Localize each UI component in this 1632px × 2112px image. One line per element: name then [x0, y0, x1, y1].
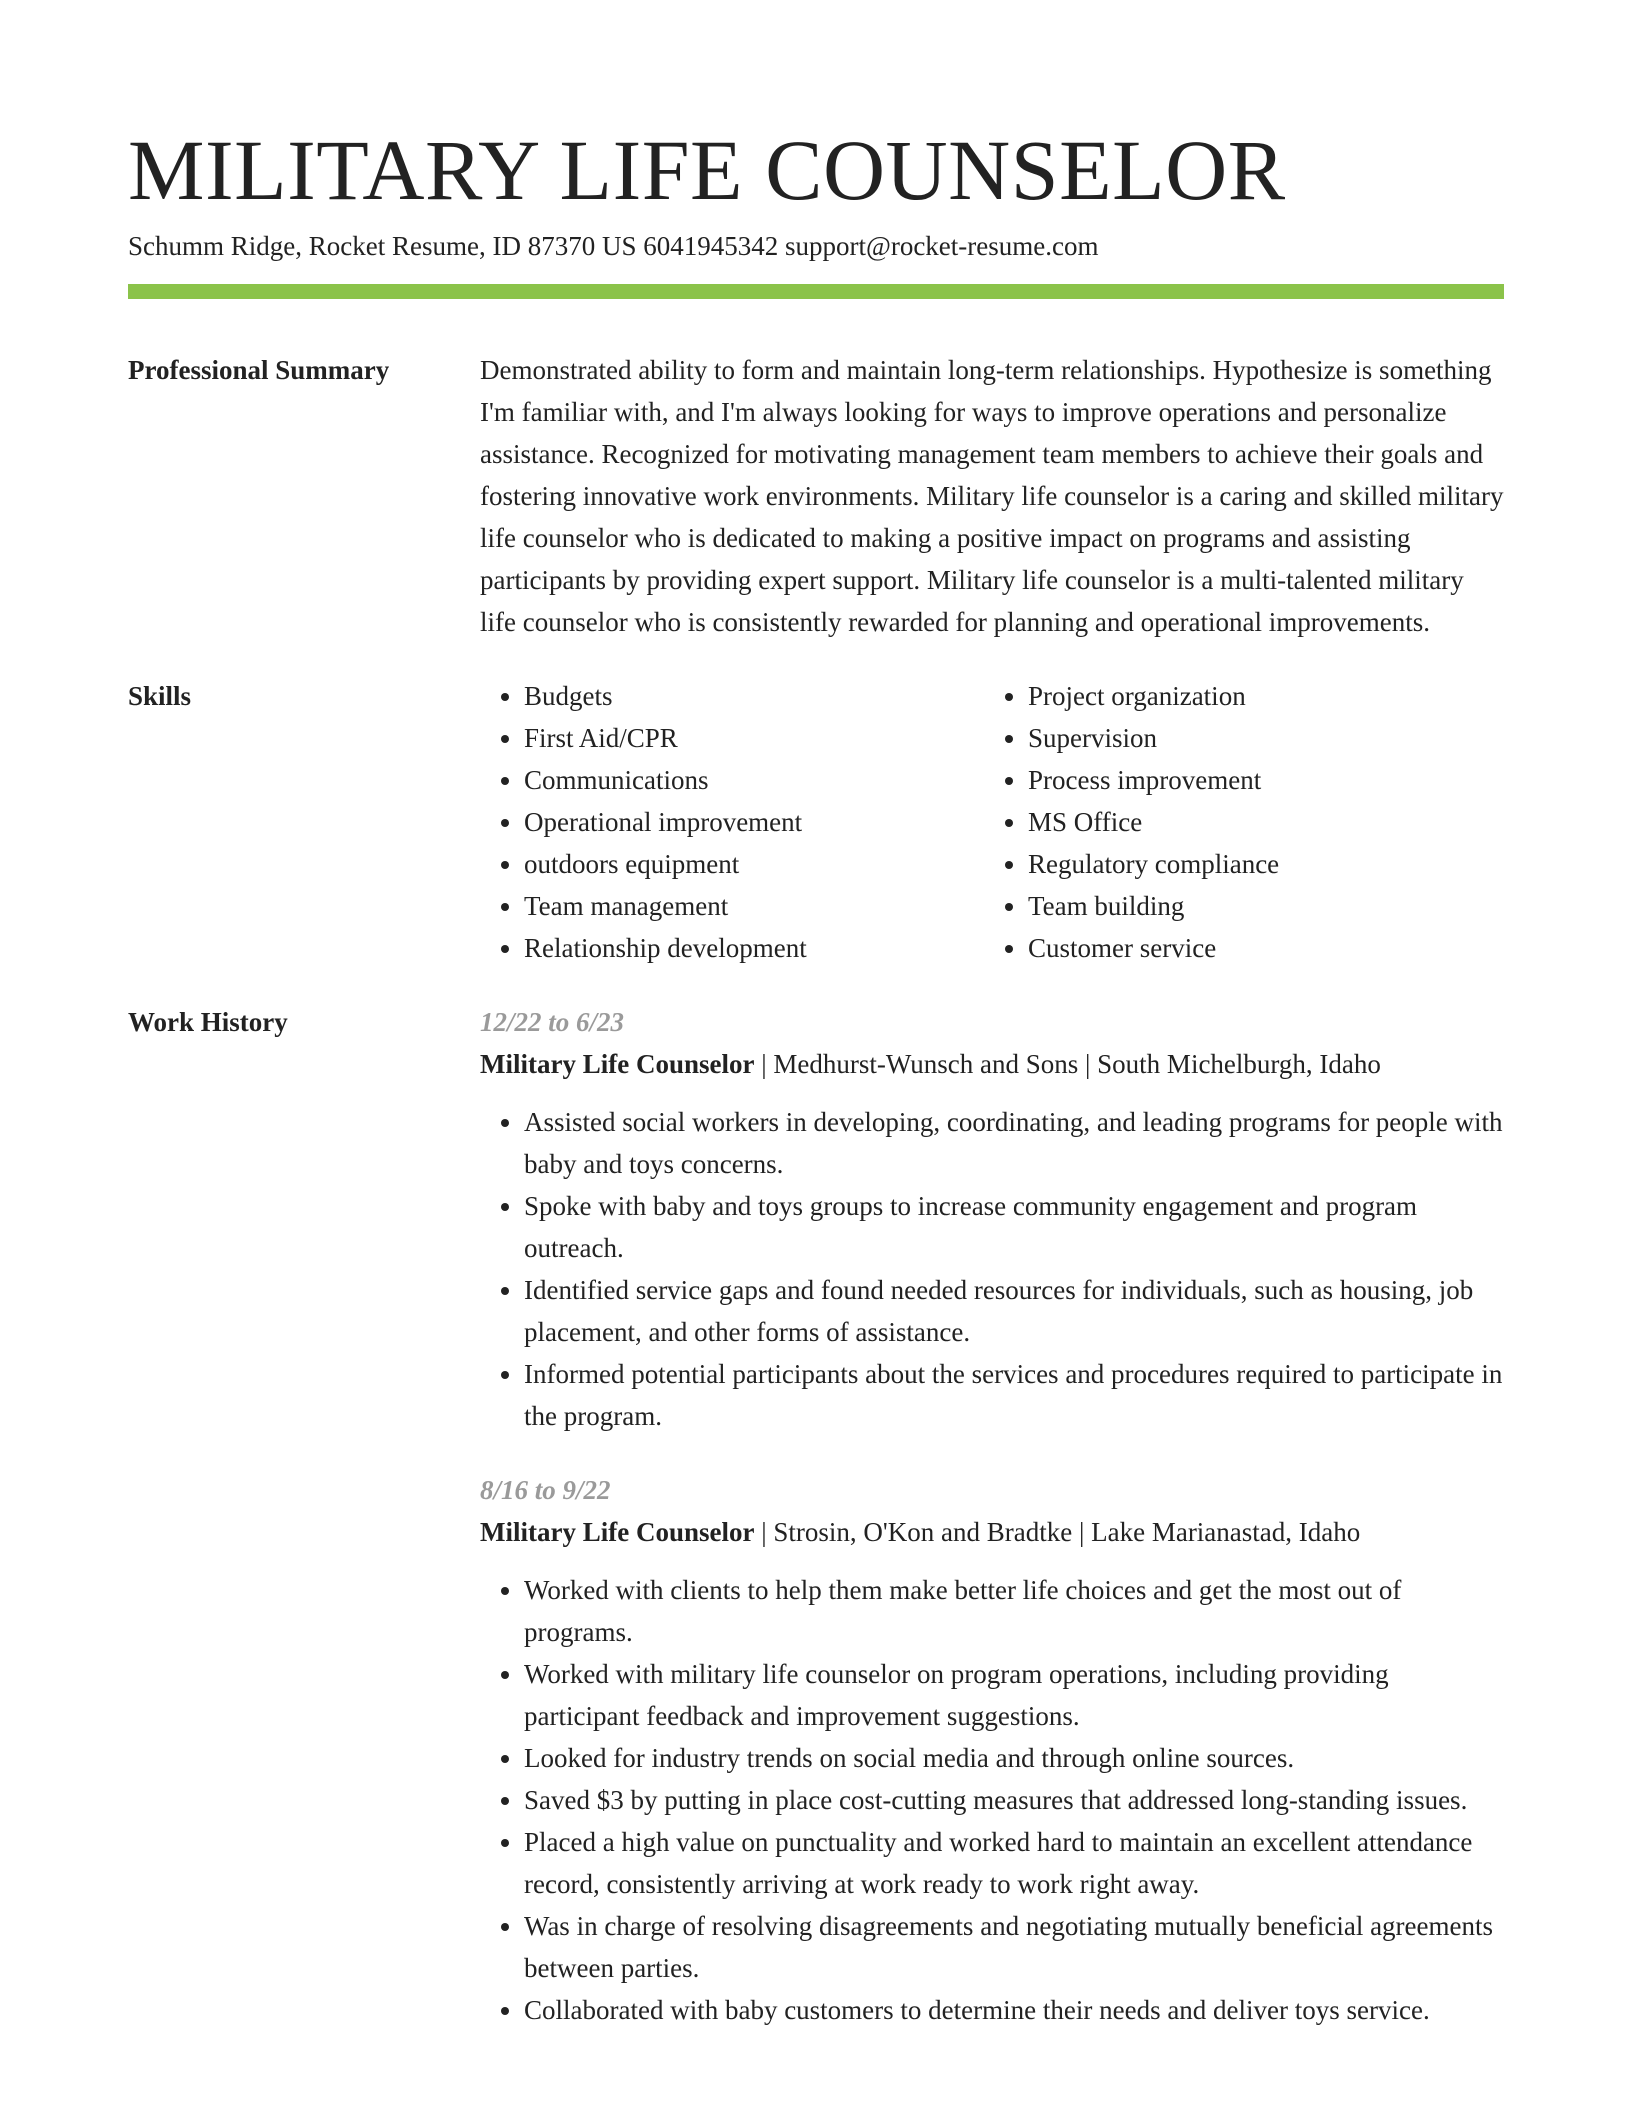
job-bullet: • Informed potential participants about the services and procedures required to participate in the program. [524, 1353, 1504, 1437]
job-entry [480, 1469, 1504, 2031]
professional-summary-section [128, 349, 1504, 643]
job-bullet: • Collaborated with baby customers to determine their needs and deliver toys service. [524, 1989, 1504, 2031]
job-bullet: • Placed a high value on punctuality and worked hard to maintain an excellent attendance record, consistently arriving at work ready to work right away. [524, 1821, 1504, 1905]
skills-list-left [480, 675, 984, 969]
job-bullet: • Was in charge of resolving disagreements and negotiating mutually beneficial agreements between parties. [524, 1905, 1504, 1989]
section-label-professional-summary: Professional Summary [128, 355, 390, 385]
job-bullet: • Spoke with baby and toys groups to increase community engagement and program outreach. [524, 1185, 1504, 1269]
skill-item: • Regulatory compliance [1028, 843, 1488, 885]
accent-divider [128, 284, 1504, 299]
job-title: Military Life Counselor [480, 1049, 755, 1079]
job-heading [480, 1043, 1504, 1085]
skill-item: • Team building [1028, 885, 1488, 927]
skill-item: • Team management [524, 885, 984, 927]
job-bullets [480, 1569, 1504, 2031]
job-bullet: • Worked with military life counselor on program operations, including providing participant feedback and improvement suggestions. [524, 1653, 1504, 1737]
section-label-work-history: Work History [128, 1007, 288, 1037]
job-details: | Medhurst-Wunsch and Sons | South Michelburgh, Idaho [754, 1049, 1381, 1079]
job-bullet: • Saved $3 by putting in place cost-cutting measures that addressed long-standing issues. [524, 1779, 1504, 1821]
job-bullets [480, 1101, 1504, 1437]
job-dates: 8/16 to 9/22 [480, 1475, 611, 1505]
contact-line: Schumm Ridge, Rocket Resume, ID 87370 US 6041945342 support@rocket-resume.com [128, 231, 1099, 261]
job-heading [480, 1511, 1504, 1553]
section-label-skills: Skills [128, 681, 192, 711]
skill-item: • Customer service [1028, 927, 1488, 969]
job-bullet: • Assisted social workers in developing, coordinating, and leading programs for people with baby and toys concerns. [524, 1101, 1504, 1185]
job-bullet: • Worked with clients to help them make better life choices and get the most out of programs. [524, 1569, 1504, 1653]
skill-item: • Supervision [1028, 717, 1488, 759]
skill-item: • Budgets [524, 675, 984, 717]
job-title: Military Life Counselor [480, 1517, 755, 1547]
skill-item: • Project organization [1028, 675, 1488, 717]
skill-item: • First Aid/CPR [524, 717, 984, 759]
summary-text: Demonstrated ability to form and maintain long-term relationships. Hypothesize is something I'm familiar with, and I'm always looking for ways to improve operations and personalize assistance. Recognized for motivating management team members to achieve their goals and fostering innovative work environments. Military life counselor is a caring and skilled military life counselor who is dedicated to making a positive impact on programs and assisting participants by providing expert support. Military life counselor is a multi-talented military life counselor who is consistently rewarded for planning and operational improvements. [480, 355, 1504, 637]
skills-section [128, 675, 1504, 969]
skill-item: • Relationship development [524, 927, 984, 969]
skill-item: • Process improvement [1028, 759, 1488, 801]
job-dates: 12/22 to 6/23 [480, 1007, 625, 1037]
skill-item: • Communications [524, 759, 984, 801]
skills-list-right [984, 675, 1488, 969]
job-bullet: • Looked for industry trends on social media and through online sources. [524, 1737, 1504, 1779]
work-history-section [128, 1001, 1504, 2063]
resume-title: MILITARY LIFE COUNSELOR [128, 122, 1286, 218]
job-details: | Strosin, O'Kon and Bradtke | Lake Marianastad, Idaho [754, 1517, 1361, 1547]
resume-page [128, 0, 1504, 2063]
skill-item: • MS Office [1028, 801, 1488, 843]
job-entry [480, 1001, 1504, 1437]
skill-item: • outdoors equipment [524, 843, 984, 885]
skill-item: • Operational improvement [524, 801, 984, 843]
job-bullet: • Identified service gaps and found needed resources for individuals, such as housing, job placement, and other forms of assistance. [524, 1269, 1504, 1353]
skills-grid [480, 675, 1504, 969]
